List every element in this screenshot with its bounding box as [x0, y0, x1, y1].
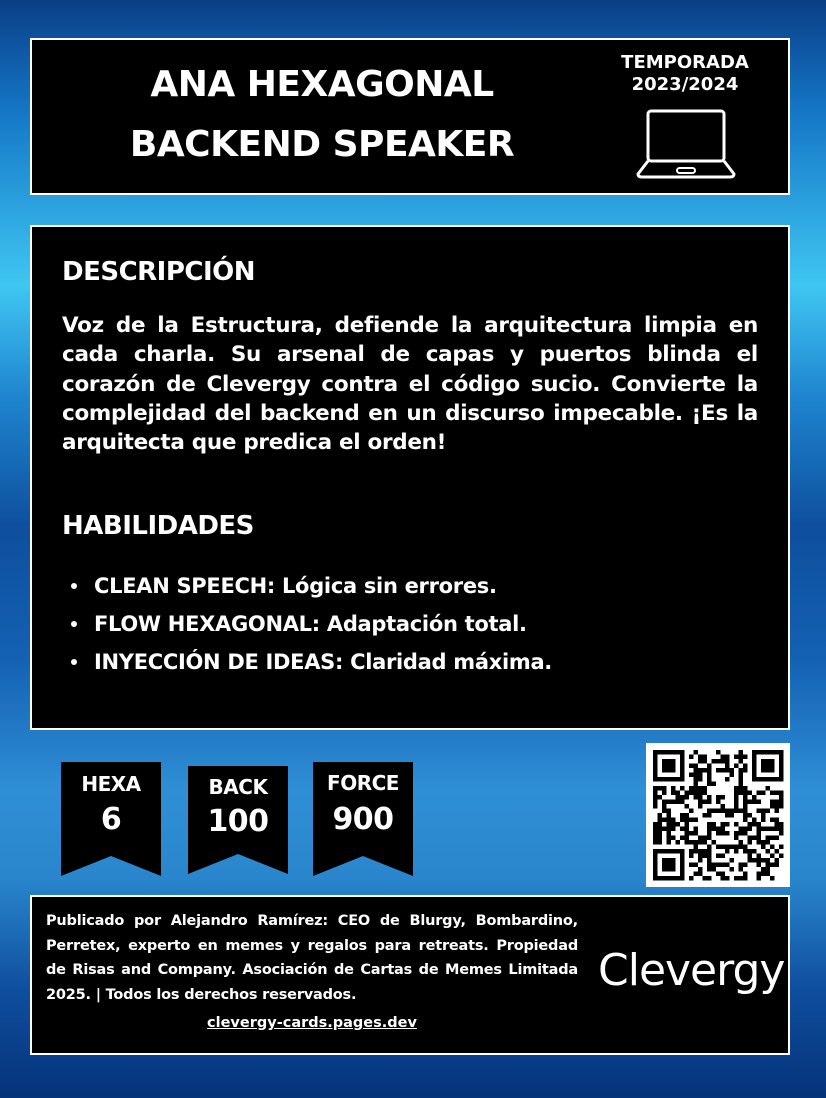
website-link[interactable]: clevergy-cards.pages.dev: [207, 1015, 417, 1031]
stat-badge-back: [188, 766, 288, 880]
skill-text: FLOW HEXAGONAL: Adaptación total.: [94, 612, 527, 636]
stat-badge-force: [313, 762, 413, 876]
skill-text: INYECCIÓN DE IDEAS: Claridad máxima.: [94, 650, 552, 674]
skills-list: [62, 567, 552, 681]
season-value: 2023/2024: [631, 74, 739, 95]
skill-item: [62, 605, 552, 643]
bullet-icon: [71, 659, 77, 665]
stat-label: BACK: [208, 775, 268, 799]
season-label: TEMPORADA: [621, 52, 749, 73]
skills-title: HABILIDADES: [62, 511, 254, 541]
skill-item: [62, 643, 552, 681]
bullet-icon: [71, 621, 77, 627]
description-text: Voz de la Estructura, defiende la arquitectura limpia en cada charla. Su arsenal de capas y puertos blinda el corazón de Clevergy contra el código sucio. Convierte la complejidad del backend en un discurso impecable. ¡Es la arquitecta que predica el orden!: [62, 313, 758, 456]
laptop-icon: [636, 108, 736, 180]
card-name-line1: ANA HEXAGONAL: [150, 64, 494, 105]
description-title: DESCRIPCIÓN: [62, 257, 256, 287]
stat-value: 900: [332, 802, 394, 837]
card-name-line2: BACKEND SPEAKER: [129, 124, 515, 165]
card-body: [30, 225, 790, 730]
stat-value: 6: [100, 802, 122, 837]
skill-text: CLEAN SPEECH: Lógica sin errores.: [94, 574, 497, 598]
footer-credits: Publicado por Alejandro Ramírez: CEO de Blurgy, Bombardino, Perretex, experto en memes y regalos para retreats. Propiedad de Risas and Company. Asociación de Cartas de Memes Limitada 2025. | Todos los derechos reservados.: [46, 913, 578, 1003]
card-footer: [30, 895, 790, 1055]
qr-code-icon[interactable]: [646, 743, 790, 887]
stat-label: FORCE: [327, 771, 399, 795]
stat-badge-hexa: [61, 762, 161, 876]
stat-value: 100: [207, 804, 269, 839]
clevergy-logo: Clevergy: [598, 945, 785, 996]
card-header: [30, 38, 790, 195]
bullet-icon: [71, 583, 77, 589]
skill-item: [62, 567, 552, 605]
stat-label: HEXA: [81, 772, 141, 796]
